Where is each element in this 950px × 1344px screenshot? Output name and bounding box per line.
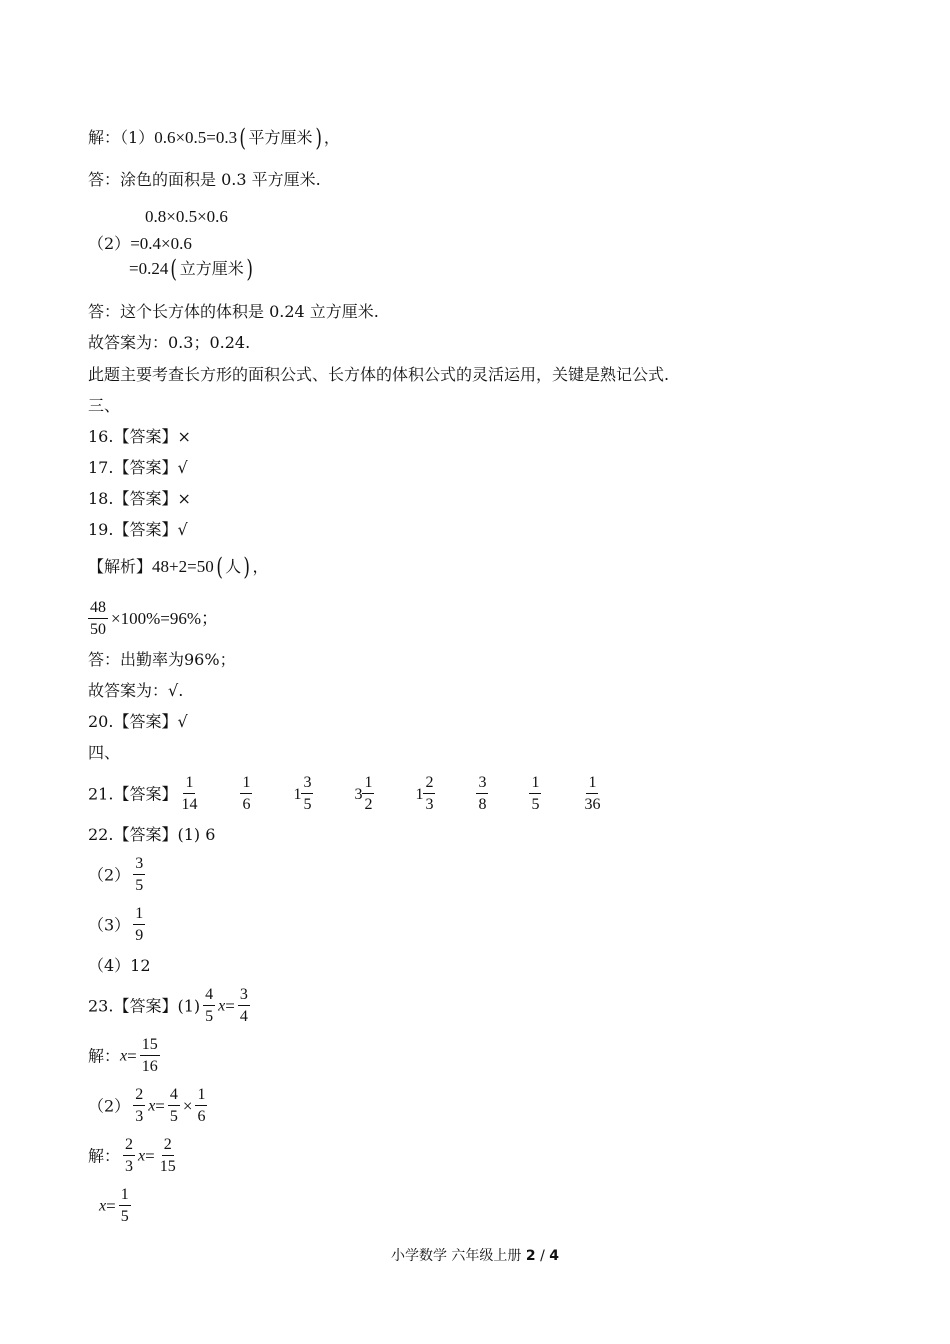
rate-answer: 答：出勤率为96%；	[88, 650, 236, 669]
answer-area: 答：涂色的面积是 0.3 平方厘米.	[88, 170, 321, 189]
fraction: $\frac{2}{3}$	[125, 1136, 134, 1175]
fraction: $\frac{2}{15}$	[159, 1136, 176, 1175]
fraction: $\frac{15}{16}$	[141, 1036, 158, 1075]
solution-label: 解：（1）	[88, 128, 155, 147]
page-total: 4	[549, 1248, 560, 1264]
fraction: $\frac{1}{36}$	[584, 774, 601, 813]
answer-20: 20.【答案】√	[88, 712, 188, 731]
fraction: $\frac{1}{5}$	[531, 774, 540, 813]
volume-expression: =0.4×0.6	[130, 234, 192, 253]
part-label: （3）	[88, 915, 131, 935]
analysis-label: 【解析】	[88, 557, 153, 576]
equals: =	[145, 1146, 155, 1166]
final-answer: 故答案为：0.3；0.24.	[88, 333, 251, 352]
whole-part: 1	[293, 785, 302, 803]
volume-unit: 立方厘米	[179, 259, 244, 278]
solution-label: 解：	[88, 1046, 121, 1066]
equals: =	[225, 996, 235, 1016]
fraction: $\frac{3}{4}$	[239, 986, 248, 1025]
answer-19: 19.【答案】√	[88, 520, 188, 539]
volume-step-1: 0.8×0.5×0.6	[145, 207, 228, 226]
answer-21-label: 21.【答案】	[88, 784, 178, 804]
rate-expression	[88, 598, 218, 641]
q19-final-answer: 故答案为：√.	[88, 681, 184, 700]
solution-line-1: 解：（1）0.6×0.5=0.3 ( 平方厘米 ) ，	[88, 124, 340, 152]
answer-21-fraction-5	[415, 773, 438, 816]
fraction: $\frac{1}{2}$	[364, 774, 373, 813]
fraction: $\frac{1}{14}$	[181, 774, 198, 813]
area-expression: 0.6×0.5=0.3	[154, 128, 238, 147]
answer-18: 18.【答案】×	[88, 489, 191, 508]
answer-21-fraction-8	[582, 773, 605, 816]
answer-23-solution-3	[99, 1185, 134, 1228]
page-separator: /	[535, 1248, 550, 1264]
answer-21-fraction-1	[179, 773, 202, 816]
fraction: $\frac{3}{5}$	[135, 855, 144, 894]
punct: ，	[323, 128, 340, 147]
variable: x	[148, 1097, 156, 1115]
fraction: $\frac{2}{3}$	[135, 1086, 144, 1125]
area-unit: 平方厘米	[248, 128, 313, 147]
footer-title: 小学数学 六年级上册	[390, 1248, 526, 1264]
fraction: $\frac{3}{5}$	[303, 774, 312, 813]
volume-step-2	[88, 234, 192, 254]
answer-16: 16.【答案】×	[88, 427, 191, 446]
part-label: （2）	[88, 1096, 131, 1116]
volume-step-3: =0.24 ( 立方厘米 )	[129, 255, 253, 283]
answer-23-equation-2	[88, 1085, 210, 1128]
fraction: $\frac{1}{5}$	[120, 1186, 129, 1225]
whole-part: 3	[354, 785, 363, 803]
analysis-line: 【解析】48+2=50 ( 人 ) ，	[88, 553, 269, 581]
fraction: $\frac{1}{9}$	[135, 905, 144, 944]
answer-21-fraction-3	[293, 773, 316, 816]
answer-22-part-4: （4）12	[88, 956, 151, 975]
variable: x	[99, 1197, 107, 1215]
fraction: $\frac{1}{6}$	[197, 1086, 206, 1125]
answer-23-solution-1	[88, 1035, 163, 1078]
fraction: $\frac{4}{5}$	[169, 1086, 178, 1125]
answer-22-part-3	[88, 904, 148, 947]
part-label: （2）	[88, 234, 131, 253]
fraction: $\frac{4}{5}$	[205, 986, 214, 1025]
answer-23-label: 23.【答案】(1)	[88, 996, 201, 1016]
section-three-heading: 三、	[88, 396, 121, 415]
rate-rest: ×100%=96%；	[111, 609, 218, 628]
section-four-heading: 四、	[88, 743, 121, 762]
answer-22-part-1: 22.【答案】(1) 6	[88, 825, 216, 844]
part-label: （2）	[88, 865, 131, 885]
times: ×	[182, 1096, 193, 1116]
answer-21-fraction-4	[354, 773, 377, 816]
analysis-expression: 48+2=50	[152, 557, 214, 576]
analysis-unit: 人	[225, 557, 242, 576]
solution-label: 解：	[88, 1146, 121, 1166]
fraction: $\frac{3}{8}$	[478, 774, 487, 813]
fraction: $\frac{1}{6}$	[242, 774, 251, 813]
answer-17: 17.【答案】√	[88, 458, 188, 477]
answer-21-fractions	[177, 774, 605, 813]
equals: =	[127, 1046, 137, 1066]
whole-part: 1	[415, 785, 424, 803]
answer-21	[88, 773, 605, 816]
volume-result: =0.24	[129, 259, 169, 278]
answer-22-part-2	[88, 854, 148, 897]
rate-fraction: $\frac{48}{50}$	[90, 599, 106, 638]
answer-21-fraction-2	[240, 773, 255, 816]
punct: ，	[252, 557, 269, 576]
answer-21-fraction-7	[529, 773, 544, 816]
page-footer	[0, 1245, 950, 1265]
answer-23-equation-1	[88, 985, 253, 1028]
answer-volume: 答：这个长方体的体积是 0.24 立方厘米.	[88, 302, 379, 321]
answer-23-solution-2	[88, 1135, 181, 1178]
variable: x	[138, 1147, 146, 1165]
fraction: $\frac{2}{3}$	[425, 774, 434, 813]
equals: =	[106, 1196, 116, 1216]
variable: x	[218, 997, 226, 1015]
variable: x	[120, 1047, 128, 1065]
comment-note: 此题主要考查长方形的面积公式、长方体的体积公式的灵活运用，关键是熟记公式.	[88, 365, 670, 384]
equals: =	[155, 1096, 165, 1116]
answer-21-fraction-6	[476, 773, 491, 816]
page-number: 2	[525, 1248, 536, 1264]
